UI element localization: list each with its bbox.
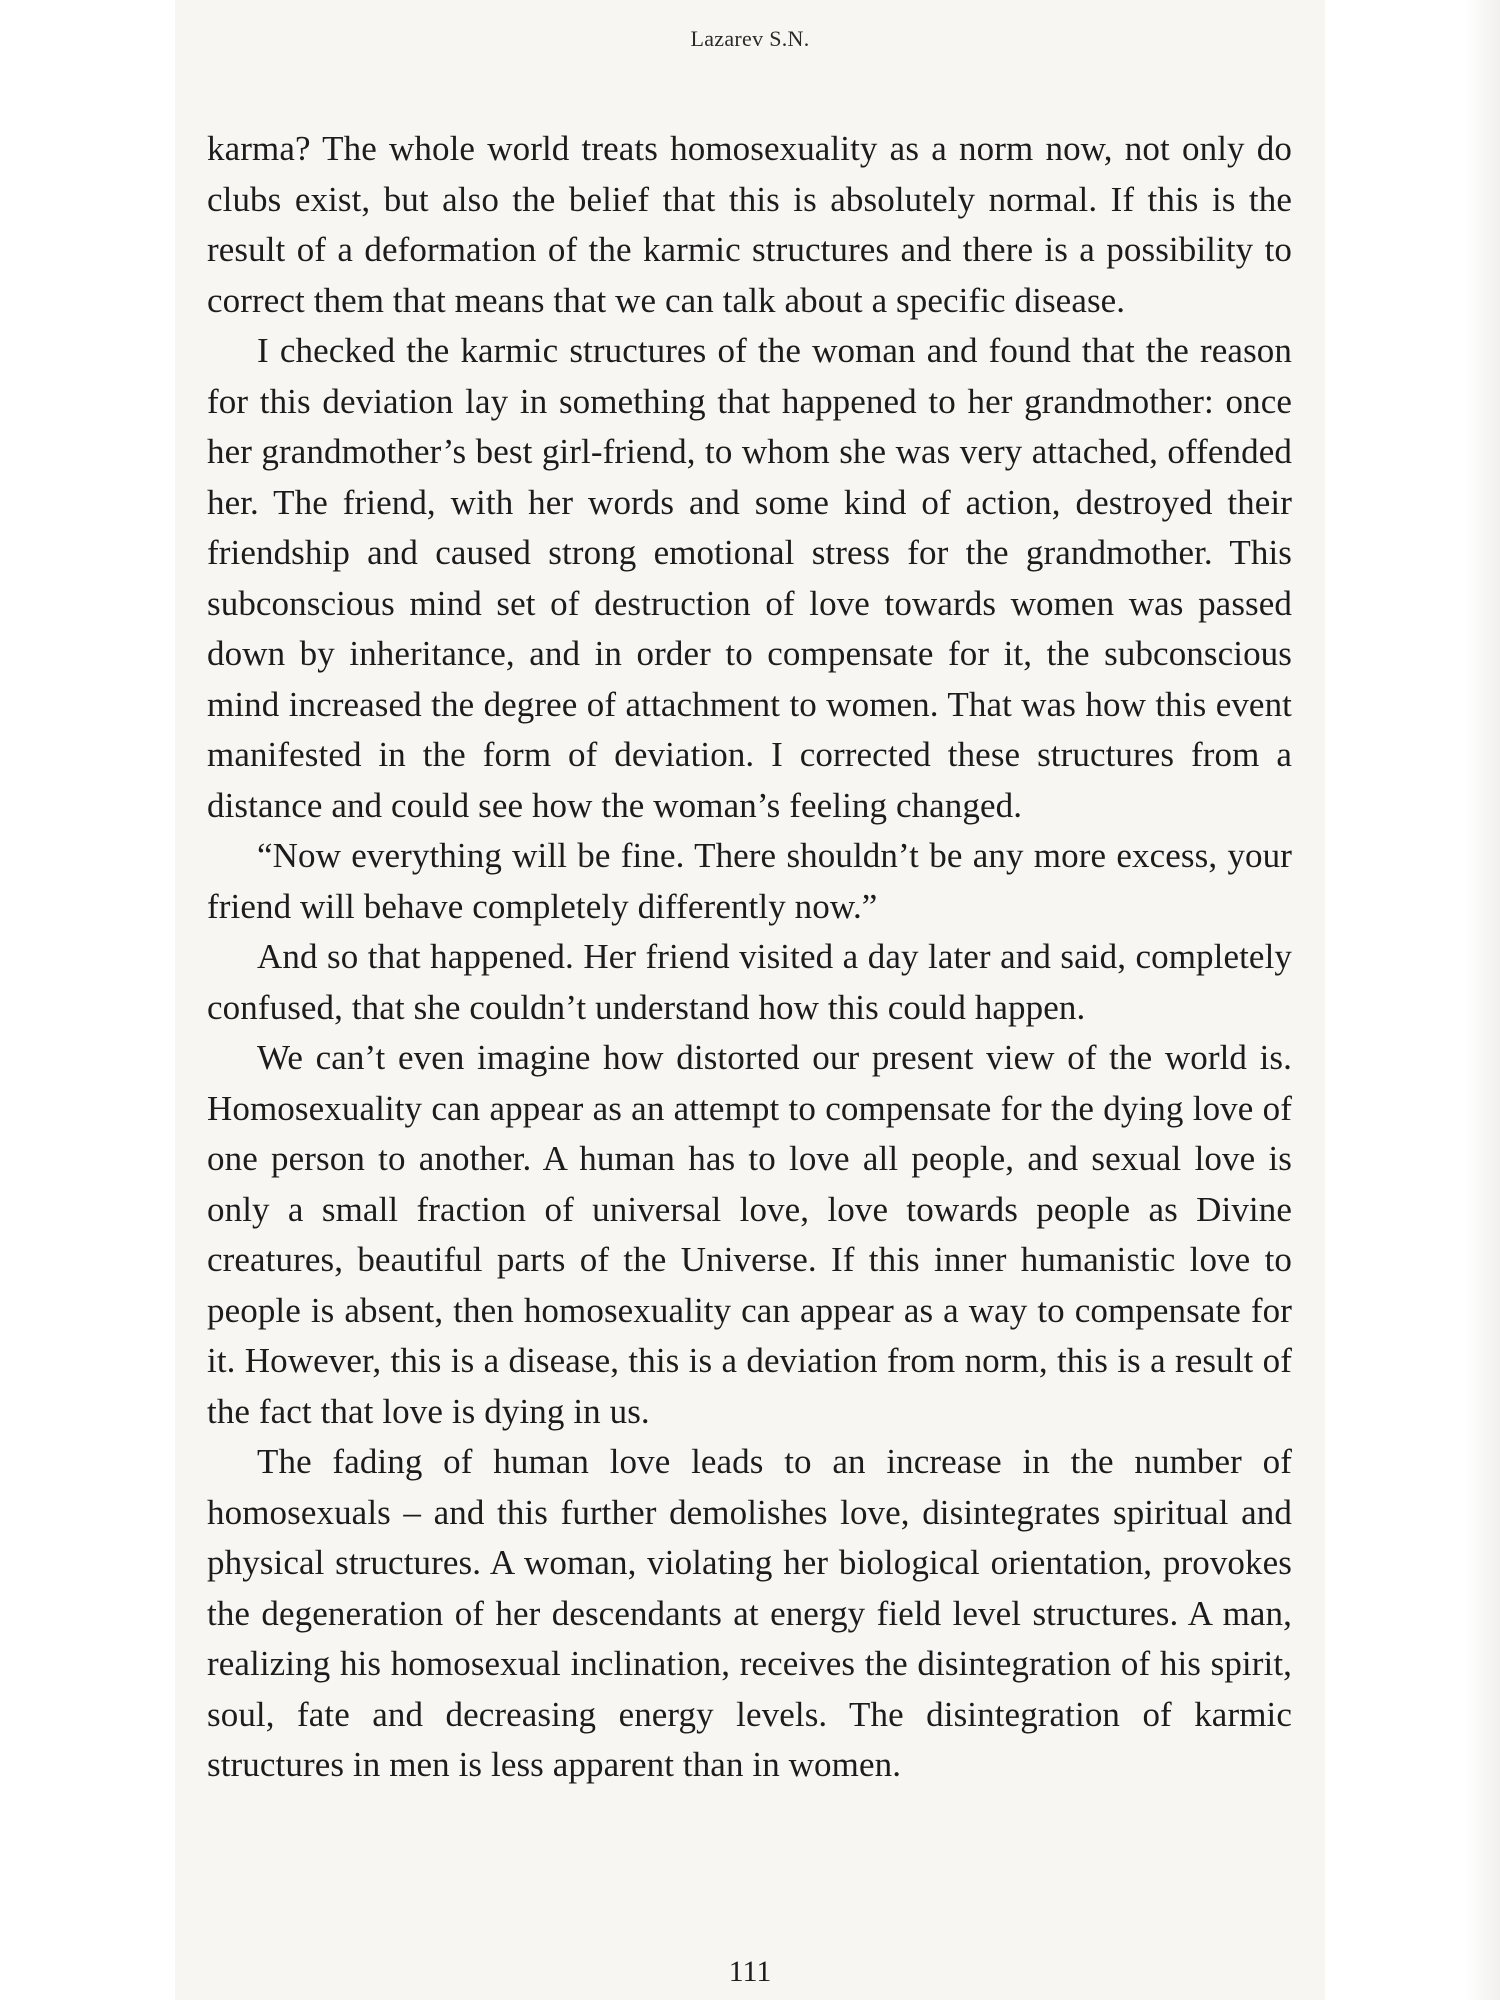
paragraph: And so that happened. Her friend visited a day later and said, completely confused, that she couldn’t understand how this could happen. (207, 937, 1292, 1027)
paragraph: “Now everything will be fine. There shouldn’t be any more excess, your friend will behave completely differently now.” (207, 836, 1292, 926)
paragraph: I checked the karmic structures of the woman and found that the reason for this deviation lay in something that happened to her grandmother: once her grandmother’s best girl-friend, to whom she was very attached, offended her. The friend, with her words and some kind of action, destroyed their friendship and caused strong emotional stress for the grandmother. This subconscious mind set of destruction of love towards women was passed down by inheritance, and in order to compensate for it, the subconscious mind increased the degree of attachment to women. That was how this event manifested in the form of deviation. I corrected these structures from a distance and could see how the woman’s feeling changed. (207, 331, 1292, 825)
page-number: 111 (728, 1955, 772, 1988)
page-gutter-shadow (1465, 0, 1500, 2000)
paragraph: The fading of human love leads to an increase in the number of homosexuals – and this further demolishes love, disintegrates spiritual and physical structures. A woman, violating her biological orientation, provokes the degeneration of her descendants at energy field level structures. A man, realizing his homosexual inclination, receives the disintegration of his spirit, soul, fate and decreasing energy levels. The disintegration of karmic structures in men is less apparent than in women. (207, 1442, 1292, 1784)
running-header: Lazarev S.N. (690, 26, 810, 51)
body-text (207, 124, 1292, 1791)
paragraph: We can’t even imagine how distorted our present view of the world is. Homosexuality can appear as an attempt to compensate for the dying love of one person to another. A human has to love all people, and sexual love is only a small fraction of universal love, love towards people as Divine creatures, beautiful parts of the Universe. If this inner humanistic love to people is absent, then homosexuality can appear as a way to compensate for it. However, this is a disease, this is a deviation from norm, this is a result of the fact that love is dying in us. (207, 1038, 1292, 1431)
book-page (175, 0, 1325, 2000)
paragraph: karma? The whole world treats homosexuality as a norm now, not only do clubs exist, but also the belief that this is absolutely normal. If this is the result of a deformation of the karmic structures and there is a possibility to correct them that means that we can talk about a specific disease. (207, 129, 1292, 320)
